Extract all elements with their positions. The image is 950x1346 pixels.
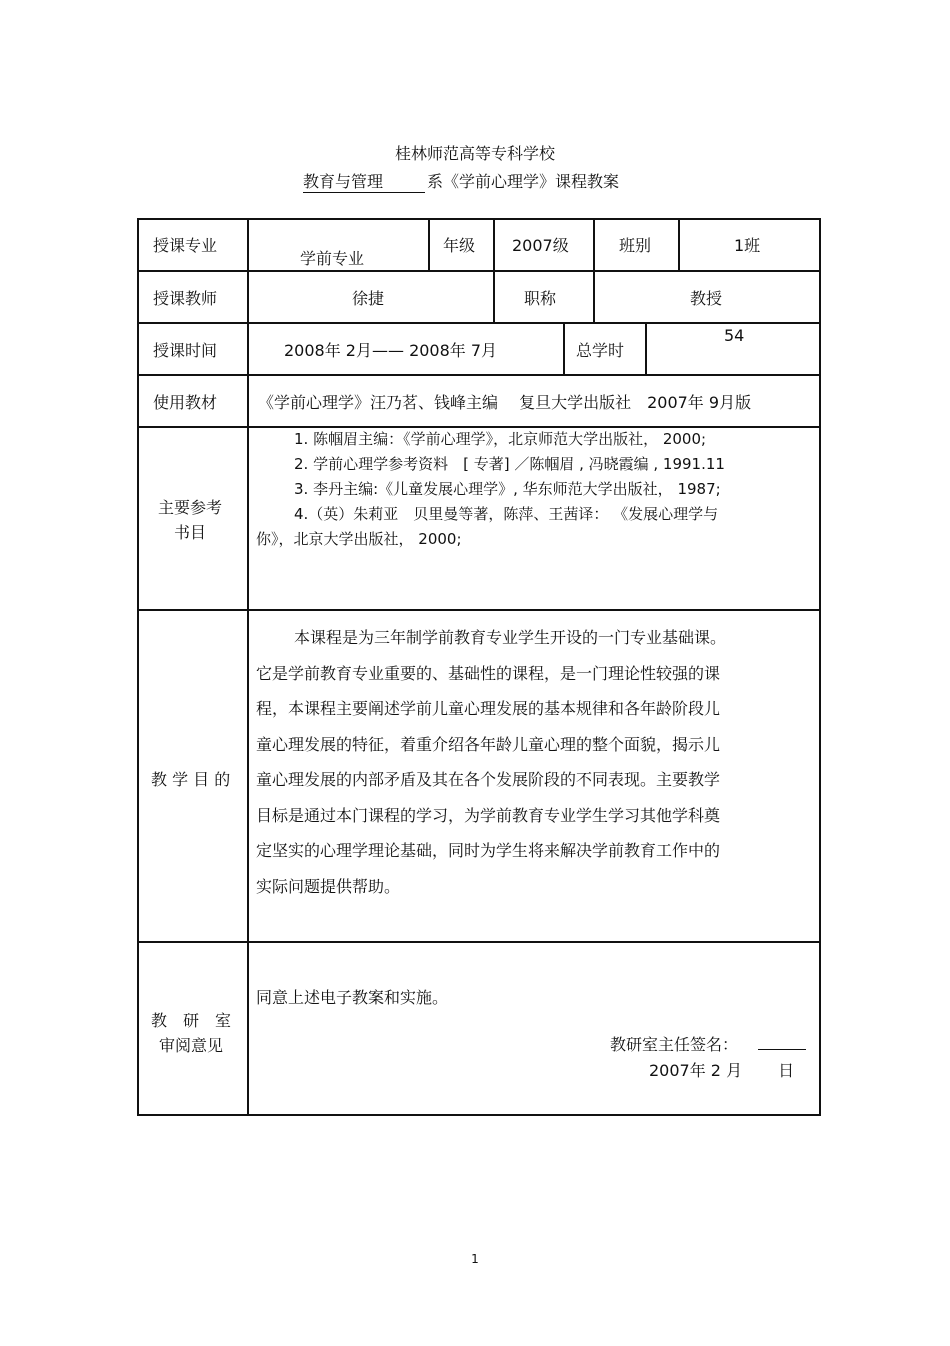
- table-divider: [137, 270, 821, 272]
- teacher-label: 授课教师: [153, 289, 218, 308]
- table-divider: [247, 218, 249, 1115]
- table-divider: [645, 322, 647, 375]
- table-divider: [493, 218, 495, 323]
- reference-item: 2. 学前心理学参考资料 [ 专著] ／陈帼眉 , 冯晓霞编 , 1991.11: [294, 455, 725, 473]
- table-border-top: [137, 218, 821, 220]
- references-label: [153, 495, 227, 545]
- time-label: 授课时间: [153, 341, 218, 360]
- sign-date-day: 日: [778, 1061, 795, 1080]
- review-text: 同意上述电子教案和实施。: [256, 988, 449, 1007]
- references-list: [256, 427, 814, 552]
- objective-line: 定坚实的心理学理论基础，同时为学生将来解决学前教育工作中的: [256, 841, 721, 860]
- table-border-bottom: [137, 1114, 821, 1116]
- objective-line: 目标是通过本门课程的学习，为学前教育专业学生学习其他学科奠: [256, 805, 721, 825]
- grade-label: 年级: [443, 236, 476, 255]
- sign-date-month: 2007年 2 月: [649, 1061, 743, 1080]
- references-label-line2: 书目: [173, 523, 206, 542]
- class-value: 1班: [734, 236, 761, 255]
- class-label: 班别: [619, 236, 652, 255]
- title-label: 职称: [524, 289, 557, 308]
- table-divider: [678, 218, 680, 271]
- time-value: 2008年 2月—— 2008年 7月: [284, 341, 498, 360]
- signature-row: [610, 1032, 806, 1055]
- sign-date: [649, 1058, 794, 1081]
- table-divider: [137, 374, 821, 376]
- signature-line: [758, 1037, 806, 1050]
- department-name: 教育与管理: [303, 172, 425, 193]
- reference-item: 1. 陈帼眉主编：《学前心理学》，北京师范大学出版社， 2000;: [294, 430, 707, 448]
- table-border-right: [819, 218, 821, 1115]
- title-value: 教授: [690, 289, 723, 308]
- table-divider: [137, 941, 821, 943]
- hours-value: 54: [724, 326, 745, 345]
- teacher-value: 徐捷: [352, 289, 385, 308]
- table-divider: [137, 322, 821, 324]
- hours-label: 总学时: [576, 341, 625, 360]
- signature-label: 教研室主任签名：: [610, 1035, 739, 1054]
- major-value: 学前专业: [300, 249, 365, 268]
- objective-line: 实际问题提供帮助。: [256, 876, 401, 896]
- course-title: 系《学前心理学》课程教案: [427, 172, 620, 191]
- reference-item-continued: 你》，北京大学出版社， 2000;: [256, 530, 462, 548]
- review-label: [151, 1008, 231, 1058]
- objective-line: 本课程是为三年制学前教育专业学生开设的一门专业基础课。: [294, 628, 727, 647]
- objective-text: [256, 620, 780, 904]
- course-heading: [303, 169, 619, 193]
- objective-line: 童心理发展的特征，着重介绍各年龄儿童心理的整个面貌，揭示儿: [256, 734, 721, 754]
- table-border-left: [137, 218, 139, 1115]
- page-number: 1: [471, 1252, 479, 1266]
- table-divider: [593, 218, 595, 323]
- objective-line: 程，本课程主要阐述学前儿童心理发展的基本规律和各年龄阶段儿: [256, 699, 721, 718]
- textbook-value: 《学前心理学》汪乃茗、钱峰主编 复旦大学出版社 2007年 9月版: [258, 393, 752, 412]
- objective-line: 童心理发展的内部矛盾及其在各个发展阶段的不同表现。主要教学: [256, 770, 721, 789]
- major-label: 授课专业: [153, 236, 218, 255]
- textbook-label: 使用教材: [153, 393, 218, 412]
- review-label-line1: 教 研 室: [151, 1011, 232, 1030]
- objective-line: 它是学前教育专业重要的、基础性的课程，是一门理论性较强的课: [256, 663, 721, 683]
- objective-label: 教 学 目 的: [151, 770, 231, 789]
- reference-item: 3. 李丹主编:《儿童发展心理学》, 华东师范大学出版社， 1987;: [294, 480, 721, 498]
- review-label-line2: 审阅意见: [158, 1036, 223, 1055]
- table-divider: [137, 609, 821, 611]
- grade-value: 2007级: [512, 236, 569, 255]
- references-label-line1: 主要参考: [157, 498, 222, 517]
- school-name: 桂林师范高等专科学校: [394, 144, 555, 163]
- reference-item: 4.（英）朱莉亚 贝里曼等著，陈萍、王茜译： 《发展心理学与: [294, 505, 719, 523]
- table-divider: [428, 218, 430, 271]
- table-divider: [563, 322, 565, 375]
